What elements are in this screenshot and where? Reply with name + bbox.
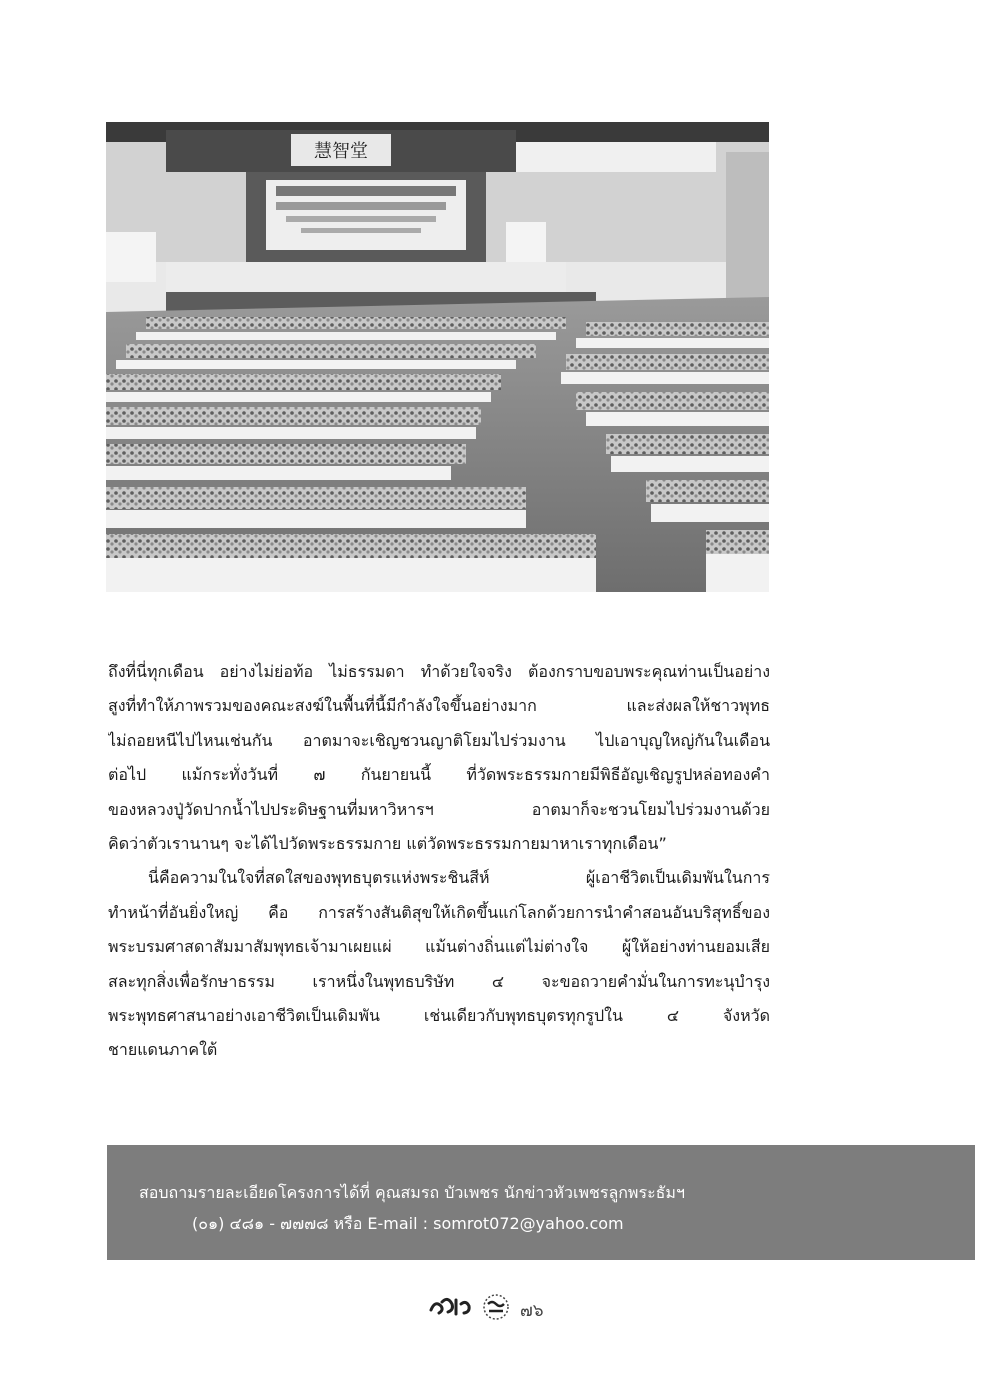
contact-line-2: (๐๑) ๔๘๑ - ๗๗๗๘ หรือ E-mail : somrot072@yahoo.com bbox=[192, 1214, 624, 1233]
body-line: สูงที่ทำให้ภาพรวมของคณะสงฆ์ในพื้นที่นี้มีกำลังใจขึ้นอย่างมาก และส่งผลให้ชาวพุทธ bbox=[108, 696, 770, 716]
banner-sign: 慧智堂 bbox=[314, 141, 368, 162]
body-line: พระพุทธศาสนาอย่างเอาชีวิตเป็นเดิมพัน เช่นเดียวกับพุทธบุตรทุกรูปใน ๔ จังหวัด bbox=[108, 1006, 770, 1026]
body-line: ต่อไป แม้กระทั่งวันที่ ๗ กันยายนนี้ ที่วัดพระธรรมกายมีพิธีอัญเชิญรูปหล่อทองคำ bbox=[108, 765, 770, 785]
body-line: คิดว่าตัวเรานานๆ จะได้ไปวัดพระธรรมกาย แต่วัดพระธรรมกายมาหาเราทุกเดือน” bbox=[108, 834, 667, 854]
body-line: ไม่ถอยหนีไปไหนเช่นกัน อาตมาจะเชิญชวนญาติโยมไปร่วมงาน ไปเอาบุญใหญ่กันในเดือน bbox=[108, 730, 770, 750]
body-line: ชายแดนภาคใต้ bbox=[108, 1040, 218, 1060]
article-body bbox=[108, 655, 770, 1068]
contact-line-1: สอบถามรายละเอียดโครงการได้ที่ คุณสมรถ บัวเพชร นักข่าวหัวเพชรลูกพระธัมฯ bbox=[139, 1183, 685, 1202]
body-line: สละทุกสิ่งเพื่อรักษาธรรม เราหนึ่งในพุทธบริษัท ๔ จะขอถวายคำมั่นในการทะนุบำรุง bbox=[108, 971, 770, 991]
body-line: พระบรมศาสดาสัมมาสัมพุทธเจ้ามาเผยแผ่ แม้นต่างถิ่นแต่ไม่ต่างใจ ผู้ให้อย่างท่านยอมเสีย bbox=[108, 937, 770, 957]
body-line: ของหลวงปู่วัดปากน้ำไปประดิษฐานที่มหาวิหารฯ อาตมาก็จะชวนโยมไปร่วมงานด้วย bbox=[108, 799, 770, 819]
page-footer bbox=[428, 1292, 608, 1324]
page-number: ๗๖ bbox=[520, 1301, 544, 1321]
body-line: ทำหน้าที่อันยิ่งใหญ่ คือ การสร้างสันติสุขให้เกิดขึ้นแก่โลกด้วยการนำคำสอนอันบริสุทธิ์ของ bbox=[108, 902, 770, 922]
body-line: นี่คือความในใจที่สดใสของพุทธบุตรแห่งพระชินสีห์ ผู้เอาชีวิตเป็นเดิมพันในการ bbox=[148, 868, 770, 888]
body-line: ถึงที่นี่ทุกเดือน อย่างไม่ย่อท้อ ไม่ธรรมดา ทำด้วยใจจริง ต้องกราบขอบพระคุณท่านเป็นอย่าง bbox=[108, 662, 770, 681]
contact-info-box bbox=[107, 1145, 975, 1260]
magazine-logo-icon bbox=[428, 1292, 516, 1322]
assembly-hall-photo bbox=[106, 122, 769, 592]
